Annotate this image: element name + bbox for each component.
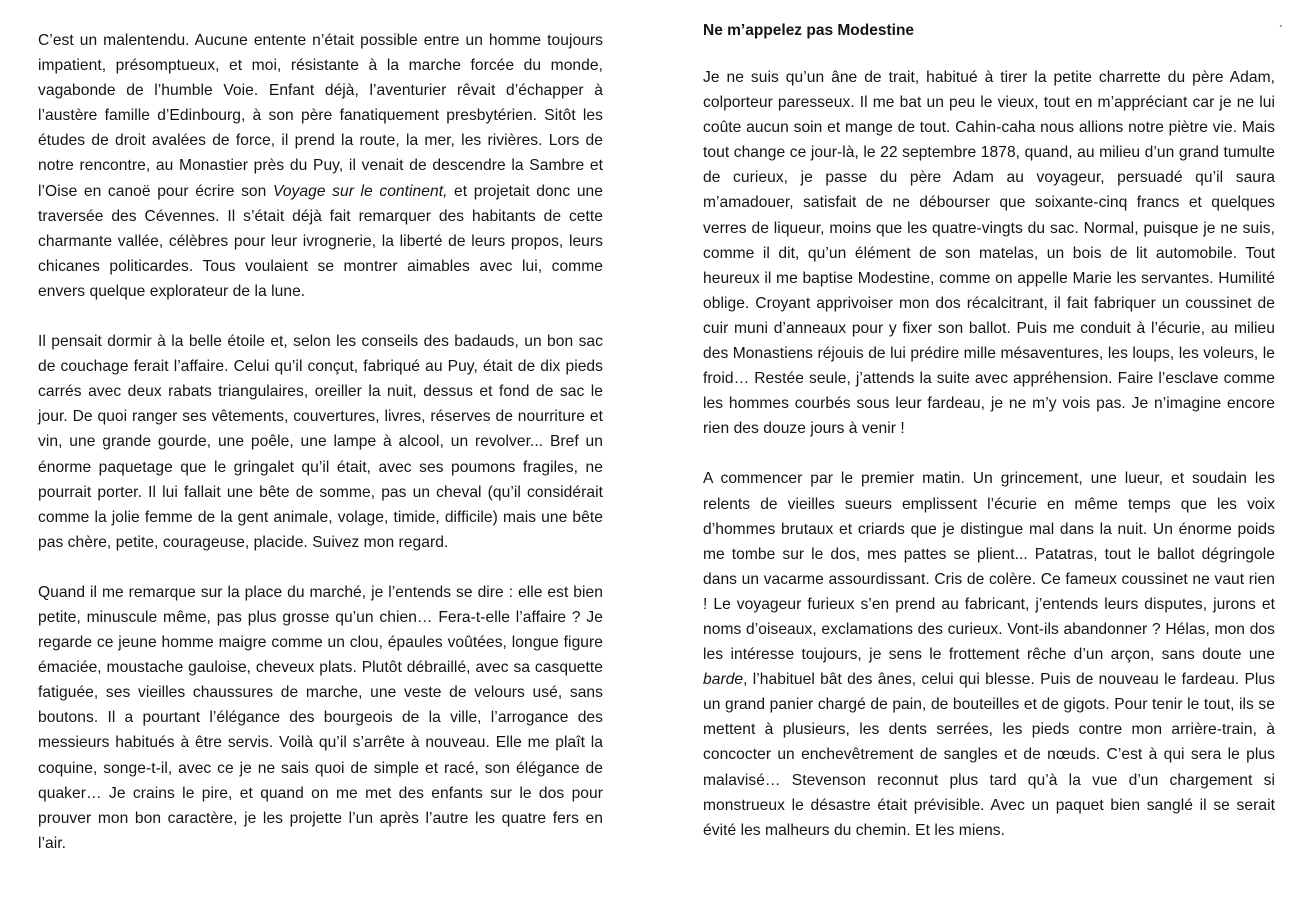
text-run: Je ne suis qu’un âne de trait, habitué à tirer la petite charrette du père Adam, colporteur paresseux. Il me bat un peu le vieux, tout en m’appréciant car je ne lui coûte aucun soin et mange de tout. Cahin-caha nous allions notre piètre vie. Mais tout change ce jour-là, le 22 septembre 1878, quand, au milieu d’un grand tumulte de curieux, je passe du père Adam au voyageur, persuadé qu’il saura m’amadouer, satisfait de ne débourser que soixante-cinq francs et quelques verres de liqueur, moins que les quatre-vingts du sac. Normal, puisque je ne suis, comme il dit, qu’un élément de son matelas, un bois de lit automobile. Tout heureux il me baptise Modestine, comme on appelle Marie les servantes. Humilité oblige. Croyant apprivoiser mon dos récalcitrant, il fait fabriquer un coussinet de cuir muni d’anneaux pour y fixer son ballot. Puis me conduit à l’écurie, au milieu des Monastiens réjouis de lui prédire mille mésaventures, les loups, les voleurs, le froid… Restée seule, j’attends la suite avec appréhension. Faire l’esclave comme les hommes courbés sous leur fardeau, je ne m’y vois pas. Je n’imagine encore rien des douze jours à venir ! [703,69,1275,438]
right-paragraph-2 [703,466,1275,842]
right-page [655,0,1311,900]
left-paragraph-1 [38,28,603,304]
text-run: C’est un malentendu. Aucune entente n’était possible entre un homme toujours impatient, présomptueux, et moi, résistante à la marche forcée du monde, vagabonde de l’humble Voie. Enfant déjà, l’aventurier rêvait d’échapper à l’austère famille d’Edinbourg, à son père fanatiquement presbytérien. Sitôt les études de droit avalées de force, il prend la route, la mer, les rivières. Lors de notre rencontre, au Monastier près du Puy, il venait de descendre la Sambre et l’Oise en canoë pour écrire son [38,32,603,200]
left-paragraph-3 [38,580,603,856]
italic-run: Voyage sur le continent, [272,182,448,200]
text-run: A commencer par le premier matin. Un grincement, une lueur, et soudain les relents de vieilles sueurs emplissent l’écurie en même temps que les voix d’hommes brutaux et criards que je distingue mal dans la nuit. Un énorme poids me tombe sur le dos, mes pattes se plient... Patatras, tout le ballot dégringole dans un vacarme assourdissant. Cris de colère. Ce fameux coussinet ne vaut rien ! Le voyageur furieux s’en prend au fabricant, j’entends leurs disputes, jurons et noms d’oiseaux, exclamations des curieux. Vont-ils abandonner ? Hélas, mon dos les intéresse toujours, je sens le frottement rêche d’un arçon, sans doute une [703,470,1275,664]
left-paragraph-2 [38,329,603,555]
text-run: Quand il me remarque sur la place du marché, je l’entends se dire : elle est bien petite, minuscule même, pas plus grosse qu’un chien… Fera-t-elle l’affaire ? Je regarde ce jeune homme maigre comme un clou, épaules voûtées, longue figure émaciée, moustache gauloise, cheveux plats. Plutôt débraillé, avec sa casquette fatiguée, ses vieilles chaussures de marche, une veste de velours usé, sans boutons. Il a pourtant l’élégance des bourgeois de la ville, l’arrogance des messieurs habitués à être servis. Voilà qu’il s’arrête à nouveau. Elle me plaît la coquine, songe-t-il, avec ce je ne sais quoi de simple et racé, son élégance de quaker… Je crains le pire, et quand on me met des enfants sur le dos pour prouver mon bon caractère, je les projette l’un après l’autre les quatre fers en l’air. [38,583,603,852]
italic-run: barde [703,671,744,689]
corner-mark: ˊ [1278,22,1283,38]
text-run: et projetait donc une traversée des Cévennes. Il s’était déjà fait remarquer des habitants de cette charmante vallée, célèbres pour leur ivrognerie, la liberté de leurs propos, leurs chicanes politicardes. Tous voulaient se montrer aimables avec lui, comme envers quelque explorateur de la lune. [38,182,603,300]
text-run: , l’habituel bât des ânes, celui qui blesse. Puis de nouveau le fardeau. Plus un grand panier chargé de pain, de bouteilles et de gigots. Pour tenir le tout, ils se mettent à plusieurs, les dents serrées, les pieds contre mon arrière-train, à concocter un enchevêtrement de sangles et de nœuds. C’est à qui sera le plus malavisé… Stevenson reconnut plus tard qu’à la vue d’un chargement si monstrueux le désastre était prévisible. Avec un paquet bien sanglé il se serait évité les malheurs du chemin. Et les miens. [703,671,1275,839]
left-page [0,0,655,900]
chapter-title: Ne m’appelez pas Modestine [703,22,915,39]
text-run: Il pensait dormir à la belle étoile et, selon les conseils des badauds, un bon sac de couchage ferait l’affaire. Celui qu’il conçut, fabriqué au Puy, était de dix pieds carrés avec deux rabats triangulaires, oreiller la nuit, dessus et fond de sac le jour. De quoi ranger ses vêtements, couvertures, livres, réserves de nourriture et vin, une grande gourde, une poêle, une lampe à alcool, un revolver... Bref un énorme paquetage que le gringalet qu’il était, avec ses poumons fragiles, ne pourrait porter. Il lui fallait une bête de somme, pas un cheval (qu’il considérait comme la jolie femme de la gent animale, volage, timide, difficile) mais une bête pas chère, petite, courageuse, placide. Suivez mon regard. [38,333,603,551]
right-paragraph-1 [703,65,1275,441]
